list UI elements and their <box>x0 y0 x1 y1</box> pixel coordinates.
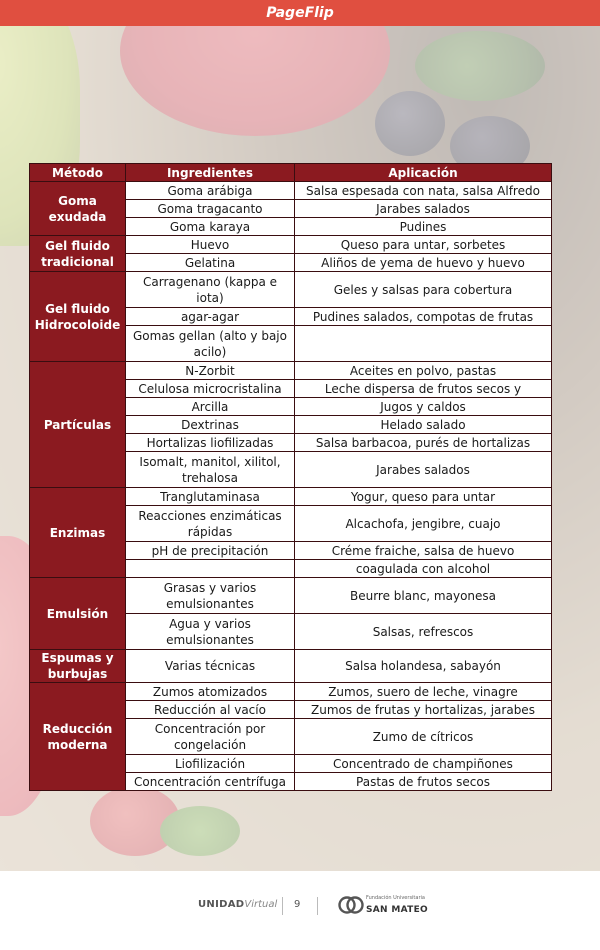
application-cell: Zumos de frutas y hortalizas, jarabes <box>295 701 552 719</box>
application-cell: Zumo de cítricos <box>295 719 552 755</box>
table-header-row <box>30 164 552 182</box>
application-cell: coagulada con alcohol <box>295 560 552 578</box>
footer-divider <box>317 897 318 915</box>
method-cell: Espumas y burbujas <box>30 650 126 683</box>
method-cell: Reducción moderna <box>30 683 126 791</box>
application-cell: Pudines salados, compotas de frutas <box>295 308 552 326</box>
application-cell: Créme fraiche, salsa de huevo <box>295 542 552 560</box>
san-mateo-logo-icon <box>338 895 364 915</box>
ingredient-cell: Gelatina <box>126 254 295 272</box>
page-number: 9 <box>294 899 301 910</box>
ingredient-cell: Grasas y varios emulsionantes <box>126 578 295 614</box>
application-cell: Alcachofa, jengibre, cuajo <box>295 506 552 542</box>
footer <box>0 871 600 950</box>
header-application: Aplicación <box>295 164 552 182</box>
table-row <box>30 650 552 683</box>
ingredient-cell: Tranglutaminasa <box>126 488 295 506</box>
ingredient-cell: Goma tragacanto <box>126 200 295 218</box>
table-row <box>30 578 552 614</box>
application-cell: Aceites en polvo, pastas <box>295 362 552 380</box>
application-cell: Geles y salsas para cobertura <box>295 272 552 308</box>
application-cell: Salsa holandesa, sabayón <box>295 650 552 683</box>
method-cell: Emulsión <box>30 578 126 650</box>
application-cell <box>295 326 552 362</box>
ingredient-cell: Carragenano (kappa e iota) <box>126 272 295 308</box>
application-cell: Zumos, suero de leche, vinagre <box>295 683 552 701</box>
application-cell: Salsa espesada con nata, salsa Alfredo <box>295 182 552 200</box>
application-cell: Jarabes salados <box>295 452 552 488</box>
application-cell: Yogur, queso para untar <box>295 488 552 506</box>
table-row <box>30 362 552 380</box>
application-cell: Concentrado de champiñones <box>295 755 552 773</box>
application-cell: Jugos y caldos <box>295 398 552 416</box>
table-row <box>30 488 552 506</box>
app-title: PageFlip <box>266 5 334 21</box>
ingredient-cell: Hortalizas liofilizadas <box>126 434 295 452</box>
org-subtitle: Fundación Universitaria <box>366 895 425 901</box>
ingredient-cell: Agua y varios emulsionantes <box>126 614 295 650</box>
top-bar <box>0 0 600 26</box>
application-cell: Pastas de frutos secos <box>295 773 552 791</box>
unidad-virtual-logo: UNIDADVirtual <box>198 899 278 910</box>
application-cell: Aliños de yema de huevo y huevo <box>295 254 552 272</box>
ingredient-cell: Goma karaya <box>126 218 295 236</box>
table-row <box>30 236 552 254</box>
application-cell: Pudines <box>295 218 552 236</box>
table-row <box>30 182 552 200</box>
ingredient-cell: Concentración centrífuga <box>126 773 295 791</box>
method-cell: Partículas <box>30 362 126 488</box>
application-cell: Beurre blanc, mayonesa <box>295 578 552 614</box>
ingredient-cell: pH de precipitación <box>126 542 295 560</box>
application-cell: Queso para untar, sorbetes <box>295 236 552 254</box>
ingredient-cell: Goma arábiga <box>126 182 295 200</box>
ingredient-cell: N-Zorbit <box>126 362 295 380</box>
ingredient-cell: Celulosa microcristalina <box>126 380 295 398</box>
header-method: Método <box>30 164 126 182</box>
ingredient-cell: Concentración por congelación <box>126 719 295 755</box>
method-cell: Enzimas <box>30 488 126 578</box>
org-name: SAN MATEO <box>366 905 428 915</box>
method-cell: Gel fluido tradicional <box>30 236 126 272</box>
application-cell: Jarabes salados <box>295 200 552 218</box>
ingredient-cell: agar-agar <box>126 308 295 326</box>
methods-table <box>29 163 552 791</box>
ingredient-cell: Huevo <box>126 236 295 254</box>
table-row <box>30 683 552 701</box>
ingredient-cell: Isomalt, manitol, xilitol, trehalosa <box>126 452 295 488</box>
ingredient-cell: Dextrinas <box>126 416 295 434</box>
ingredient-cell <box>126 560 295 578</box>
footer-divider <box>282 897 283 915</box>
table-row <box>30 272 552 308</box>
ingredient-cell: Varias técnicas <box>126 650 295 683</box>
application-cell: Salsas, refrescos <box>295 614 552 650</box>
method-cell: Gel fluido Hidrocoloide <box>30 272 126 362</box>
ingredient-cell: Zumos atomizados <box>126 683 295 701</box>
ingredient-cell: Reducción al vacío <box>126 701 295 719</box>
ingredient-cell: Reacciones enzimáticas rápidas <box>126 506 295 542</box>
header-ingredients: Ingredientes <box>126 164 295 182</box>
ingredient-cell: Arcilla <box>126 398 295 416</box>
ingredient-cell: Liofilización <box>126 755 295 773</box>
application-cell: Salsa barbacoa, purés de hortalizas <box>295 434 552 452</box>
ingredient-cell: Gomas gellan (alto y bajo acilo) <box>126 326 295 362</box>
application-cell: Helado salado <box>295 416 552 434</box>
method-cell: Goma exudada <box>30 182 126 236</box>
application-cell: Leche dispersa de frutos secos y <box>295 380 552 398</box>
